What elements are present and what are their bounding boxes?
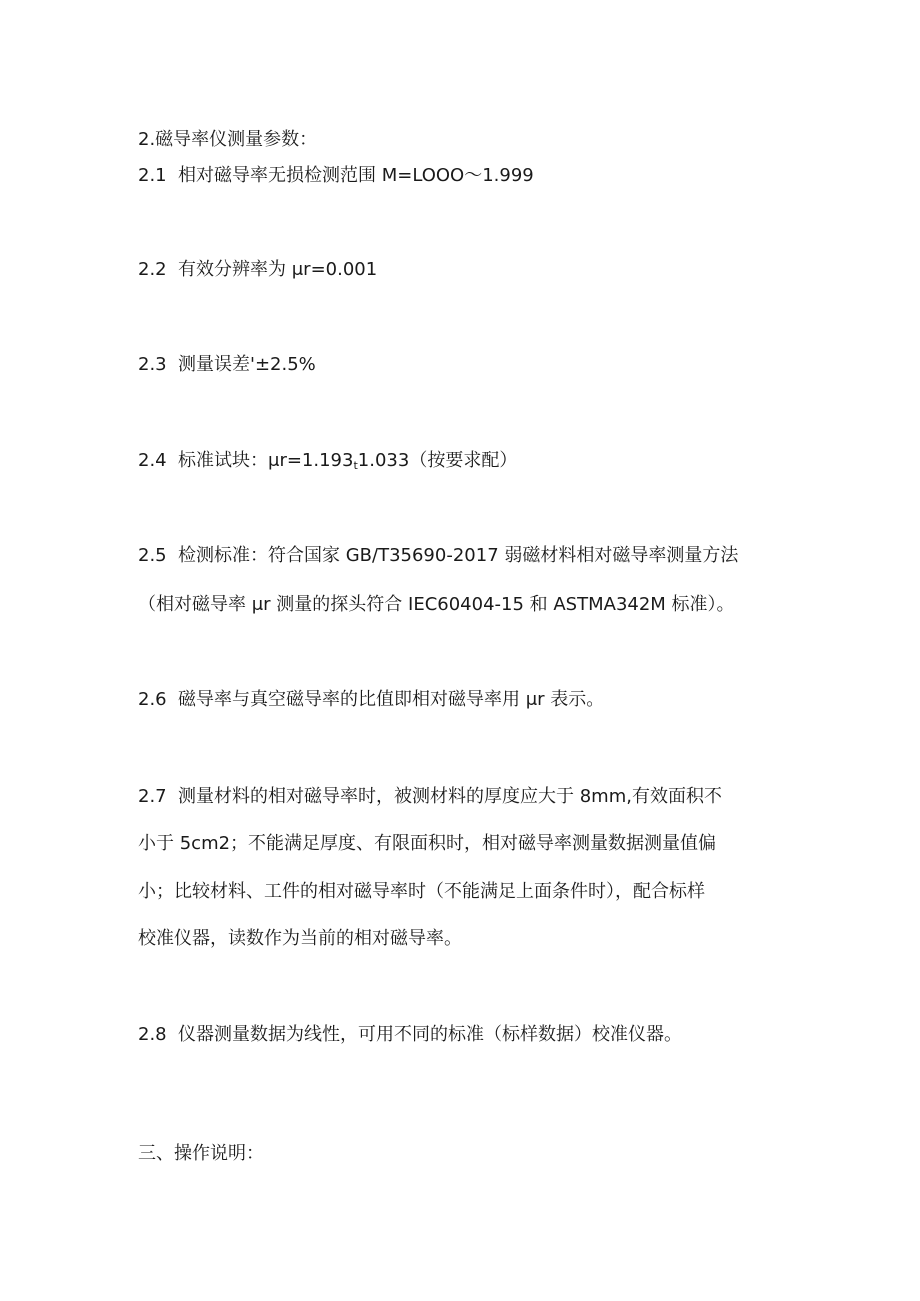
item-text: 测量误差'±2.5% <box>178 354 316 375</box>
item-number: 2.7 <box>138 786 167 807</box>
item-2-7-continuation-3: 校准仪器，读数作为当前的相对磁导率。 <box>138 928 462 949</box>
section-heading: 2.磁导率仪测量参数： <box>138 129 318 150</box>
item-number: 2.4 <box>138 450 167 471</box>
item-text: 相对磁导率无损检测范围 M=LOOO〜1.999 <box>178 165 534 186</box>
section-three-heading: 三、操作说明： <box>138 1143 264 1164</box>
item-number: 2.6 <box>138 689 167 710</box>
item-2-7-continuation-1: 小于 5cm2；不能满足厚度、有限面积时，相对磁导率测量数据测量值偏 <box>138 833 717 854</box>
item-2-2 <box>138 258 377 282</box>
item-2-7-continuation-2: 小；比较材料、工件的相对磁导率时（不能满足上面条件时），配合标样 <box>138 881 705 902</box>
item-number: 2.3 <box>138 354 167 375</box>
item-text: 仪器测量数据为线性，可用不同的标准（标样数据）校准仪器。 <box>178 1024 682 1045</box>
item-number: 2.5 <box>138 545 167 566</box>
item-number: 2.8 <box>138 1024 167 1045</box>
item-2-3 <box>138 353 316 377</box>
item-text: 磁导率与真空磁导率的比值即相对磁导率用 μr 表示。 <box>178 689 605 710</box>
item-subscript: t <box>353 459 358 472</box>
item-2-5-continuation: （相对磁导率 μr 测量的探头符合 IEC60404-15 和 ASTMA342M 标准）。 <box>138 594 735 615</box>
item-2-6 <box>138 688 604 712</box>
item-text-after: 1.033（按要求配） <box>357 450 518 471</box>
item-text: 检测标准：符合国家 GB/T35690-2017 弱磁材料相对磁导率测量方法 <box>178 545 739 566</box>
item-number: 2.2 <box>138 259 167 280</box>
item-number: 2.1 <box>138 165 167 186</box>
item-2-4 <box>138 449 517 473</box>
item-2-1 <box>138 164 534 188</box>
item-text: 测量材料的相对磁导率时，被测材料的厚度应大于 8mm,有效面积不 <box>178 786 722 807</box>
item-text-before: 标准试块：μr=1.193 <box>178 450 354 471</box>
item-2-5 <box>138 544 738 568</box>
item-text: 有效分辨率为 μr=0.001 <box>178 259 378 280</box>
item-2-7 <box>138 785 722 809</box>
item-2-8 <box>138 1023 682 1047</box>
